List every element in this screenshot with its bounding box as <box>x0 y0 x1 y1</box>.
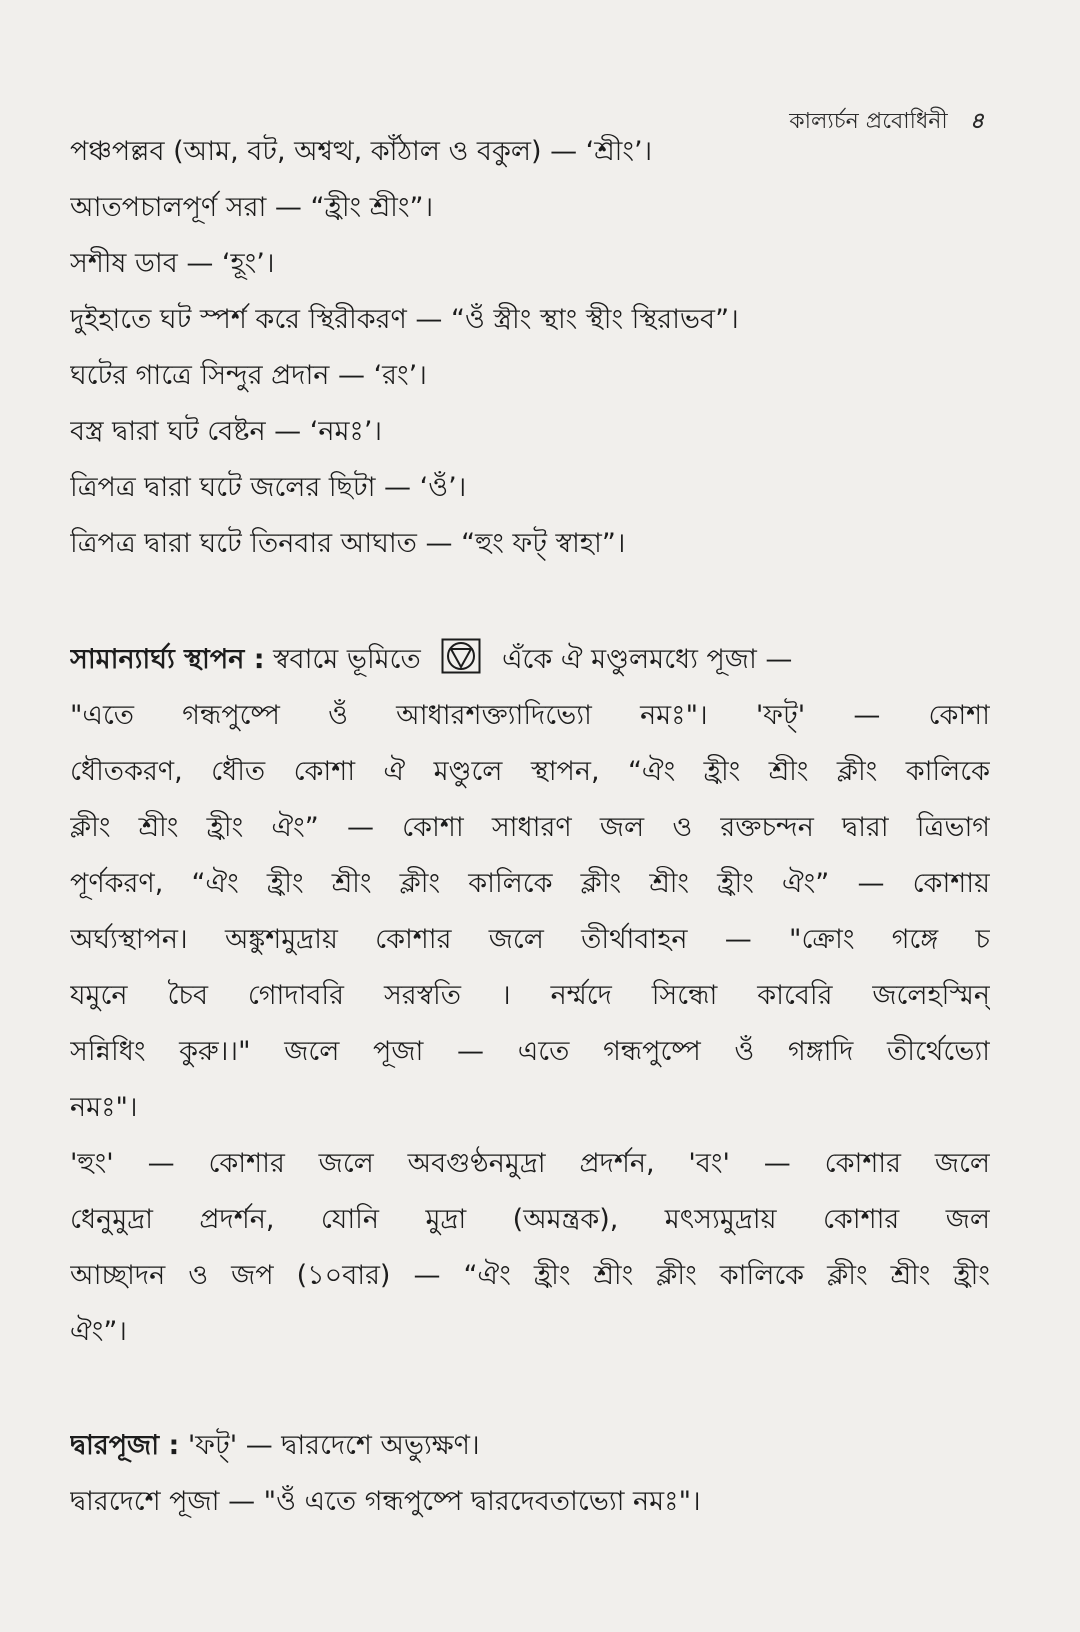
text-line: বস্ত্র দ্বারা ঘট বেষ্টন — ‘নমঃ’। <box>70 416 383 447</box>
inline-text: এঁকে ঐ মণ্ডুলমধ্যে পূজা — <box>501 644 793 675</box>
mandala-triangle-icon <box>441 638 481 674</box>
text-line: আচ্ছাদন ও জপ (১০বার) — “ঐং হ্রীং শ্রীং ক্লীং কালিকে ক্লীং শ্রীং হ্রীং <box>70 1260 990 1291</box>
inline-text: স্ববামে ভূমিতে <box>273 644 421 675</box>
page-number: ৪ <box>969 109 984 134</box>
text-line: ধেনুমুদ্রা প্রদর্শন, যোনি মুদ্রা (অমন্ত্রক), মৎস্যমুদ্রায় কোশার জল <box>70 1204 990 1235</box>
section-heading: দ্বারপূজা : <box>70 1430 180 1461</box>
text-line: দ্বারদেশে পূজা — "ওঁ এতে গন্ধপুষ্পে দ্বারদেবতাভ্যো নমঃ"। <box>70 1486 701 1517</box>
inline-text: 'ফট্' — দ্বারদেশে অভ্যুক্ষণ। <box>187 1430 480 1461</box>
text-line: 'হুং' — কোশার জলে অবগুণ্ঠনমুদ্রা প্রদর্শন, 'বং' — কোশার জলে <box>70 1148 990 1179</box>
header-title: কাল্যর্চন প্রবোধিনী <box>789 109 948 134</box>
text-line: ধৌতকরণ, ধৌত কোশা ঐ মণ্ডুলে স্থাপন, “ঐং হ্রীং শ্রীং ক্লীং কালিকে <box>70 756 990 787</box>
text-line: ক্লীং শ্রীং হ্রীং ঐং” — কোশা সাধারণ জল ও রক্তচন্দন দ্বারা ত্রিভাগ <box>70 812 990 843</box>
text-line: ত্রিপত্র দ্বারা ঘটে জলের ছিটা — ‘ওঁ’। <box>70 472 467 503</box>
text-line: সন্নিধিং কুরু।।" জলে পূজা — এতে গন্ধপুষ্পে ওঁ গঙ্গাদি তীর্থেভ্যো <box>70 1036 990 1067</box>
text-line: ঘটের গাত্রে সিন্দুর প্রদান — ‘রং’। <box>70 360 427 391</box>
text-line: পঞ্চপল্লব (আম, বট, অশ্বত্থ, কাঁঠাল ও বকুল) — ‘শ্রীং’। <box>70 136 653 167</box>
text-line: "এতে গন্ধপুষ্পে ওঁ আধারশক্ত্যাদিভ্যো নমঃ"। 'ফট্' — কোশা <box>70 700 990 731</box>
text-line: ঐং”। <box>70 1316 127 1347</box>
text-line: দুইহাতে ঘট স্পর্শ করে স্থিরীকরণ — “ওঁ স্ত্রীং স্থাং স্থীং স্থিরাভব”। <box>70 304 739 335</box>
text-line: আতপচালপূর্ণ সরা — “হ্রীং শ্রীং”। <box>70 192 434 223</box>
text-line: ত্রিপত্র দ্বারা ঘটে তিনবার আঘাত — “হুং ফট্ স্বাহা”। <box>70 528 626 559</box>
text-line: নমঃ"। <box>70 1092 138 1123</box>
text-line: অর্ঘ্যস্থাপন। অঙ্কুশমুদ্রায় কোশার জলে তীর্থাবাহন — "ক্রোং গঙ্গে চ <box>70 924 990 955</box>
text-line: সশীষ ডাব — ‘হূং’। <box>70 248 275 279</box>
paragraph-first-line <box>70 1424 990 1468</box>
text-line: যমুনে চৈব গোদাবরি সরস্বতি । নর্ম্মদে সিন্ধো কাবেরি জলেহস্মিন্ <box>70 980 990 1011</box>
paragraph-first-line <box>70 638 990 682</box>
text-line: পূর্ণকরণ, “ঐং হ্রীং শ্রীং ক্লীং কালিকে ক্লীং শ্রীং হ্রীং ঐং” — কোশায় <box>70 868 990 899</box>
section-heading: সামান্যার্ঘ্য স্থাপন : <box>70 644 265 675</box>
